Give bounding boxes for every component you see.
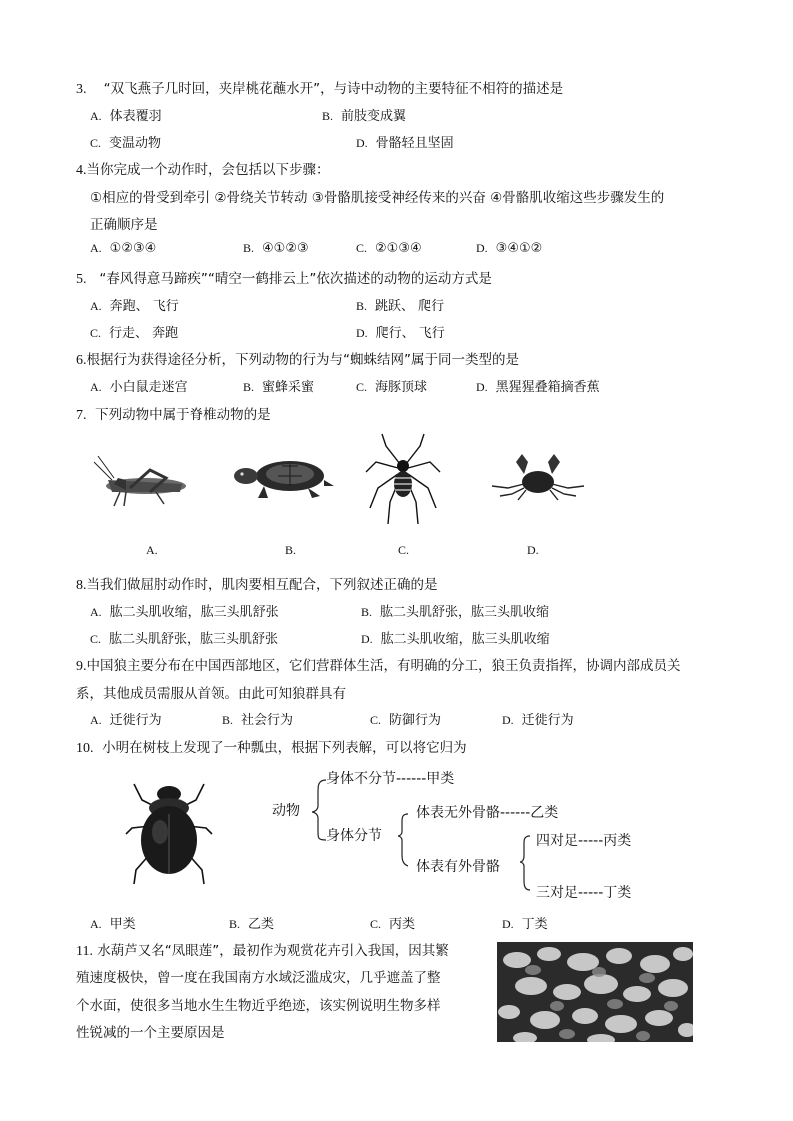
q3-option-a[interactable]: A. 体表覆羽 xyxy=(90,109,162,124)
tree-node-jia: 身体不分节------甲类 xyxy=(326,771,455,787)
grasshopper-icon[interactable] xyxy=(90,448,190,510)
q10-option-d[interactable]: D. 丁类 xyxy=(502,917,548,932)
q8-option-b[interactable]: B. 肱二头肌舒张，肱三头肌收缩 xyxy=(361,605,550,620)
q5-stem: 5. “春风得意马蹄疾”“晴空一鹤排云上”依次描述的动物的运动方式是 xyxy=(76,271,492,287)
q6-option-d[interactable]: D. 黑猩猩叠箱摘香蕉 xyxy=(476,380,600,395)
q7-label-a[interactable]: A. xyxy=(146,543,158,557)
q4-text: 当你完成一个动作时，会包括以下步骤： xyxy=(86,162,330,178)
q5-option-b[interactable]: B. 跳跃、 爬行 xyxy=(356,299,445,314)
q7-label-d[interactable]: D. xyxy=(527,543,539,557)
classification-brackets xyxy=(310,770,550,896)
q9-option-a[interactable]: A. 迁徙行为 xyxy=(90,713,162,728)
q4-stem-line3: 正确顺序是 xyxy=(90,217,158,233)
q9-option-c[interactable]: C. 防御行为 xyxy=(370,713,442,728)
q9-stem: 9.中国狼主要分布在中国西部地区，它们营群体生活，有明确的分工，狼王负责指挥，协调内部成员关 xyxy=(76,658,681,674)
q7-label-b[interactable]: B. xyxy=(285,543,297,557)
q11-stem-line1: 11. 水葫芦又名“凤眼莲”，最初作为观赏花卉引入我国，因其繁 xyxy=(76,943,449,959)
q3-stem xyxy=(76,77,563,98)
q3-option-d[interactable]: D. 骨骼轻且坚固 xyxy=(356,136,454,151)
crab-icon[interactable] xyxy=(488,452,588,504)
spider-icon[interactable] xyxy=(364,432,442,526)
water-hyacinth-photo[interactable] xyxy=(497,942,693,1042)
q6-stem: 6.根据行为获得途径分析，下列动物的行为与“蜘蛛结网”属于同一类型的是 xyxy=(76,352,519,368)
q5-option-a[interactable]: A. 奔跑、 飞行 xyxy=(90,299,179,314)
q9-stem-line2: 系，其他成员需服从首领。由此可知狼群具有 xyxy=(76,686,346,702)
q3-option-c[interactable]: C. 变温动物 xyxy=(90,136,162,151)
q9-option-d[interactable]: D. 迁徙行为 xyxy=(502,713,574,728)
q9-option-b[interactable]: B. 社会行为 xyxy=(222,713,294,728)
q3-number: 3. xyxy=(76,82,87,97)
q4-stem: 4.当你完成一个动作时，会包括以下步骤： xyxy=(76,162,330,178)
q4-option-d[interactable]: D. ③④①② xyxy=(476,241,543,256)
q11-stem-line2: 殖速度极快，曾一度在我国南方水域泛滥成灾，几乎遮盖了整 xyxy=(76,970,441,986)
q7-stem: 7. 下列动物中属于脊椎动物的是 xyxy=(76,407,271,423)
tree-node-exoskeleton: 体表有外骨骼 xyxy=(416,859,500,875)
q3-option-b[interactable]: B. 前肢变成翼 xyxy=(322,109,407,124)
tree-node-bing: 四对足-----丙类 xyxy=(536,833,632,849)
q7-label-c[interactable]: C. xyxy=(398,543,410,557)
ladybug-icon[interactable] xyxy=(124,776,214,888)
q4-stem-line2: ①相应的骨受到牵引 ②骨绕关节转动 ③骨骼肌接受神经传来的兴奋 ④骨骼肌收缩这些步骤发生的 xyxy=(90,190,665,206)
tree-node-segmented: 身体分节 xyxy=(326,828,382,844)
q10-option-c[interactable]: C. 丙类 xyxy=(370,917,416,932)
q5-option-d[interactable]: D. 爬行、 飞行 xyxy=(356,326,445,341)
q10-stem: 10. 小明在树枝上发现了一种瓢虫，根据下列表解，可以将它归为 xyxy=(76,740,467,756)
q8-option-c[interactable]: C. 肱二头肌舒张，肱三头肌舒张 xyxy=(90,632,279,647)
q8-option-a[interactable]: A. 肱二头肌收缩，肱三头肌舒张 xyxy=(90,605,279,620)
q10-option-b[interactable]: B. 乙类 xyxy=(229,917,275,932)
q4-option-c[interactable]: C. ②①③④ xyxy=(356,241,422,256)
q6-option-c[interactable]: C. 海豚顶球 xyxy=(356,380,428,395)
q10-option-a[interactable]: A. 甲类 xyxy=(90,917,136,932)
q5-option-c[interactable]: C. 行走、 奔跑 xyxy=(90,326,179,341)
q8-stem: 8.当我们做屈肘动作时，肌肉要相互配合，下列叙述正确的是 xyxy=(76,577,438,593)
q11-stem-line4: 性锐减的一个主要原因是 xyxy=(76,1025,225,1041)
q11-stem-line3: 个水面，使很多当地水生生物近乎绝迹，该实例说明生物多样 xyxy=(76,998,441,1014)
q4-option-b[interactable]: B. ④①②③ xyxy=(243,241,309,256)
q6-option-a[interactable]: A. 小白鼠走迷宫 xyxy=(90,380,188,395)
tree-node-yi: 体表无外骨骼------乙类 xyxy=(416,805,559,821)
q4-option-a[interactable]: A. ①②③④ xyxy=(90,241,157,256)
q3-text: “双飞燕子几时回，夹岸桃花蘸水开”，与诗中动物的主要特征不相符的描述是 xyxy=(103,81,564,97)
q8-option-d[interactable]: D. 肱二头肌收缩，肱三头肌收缩 xyxy=(361,632,550,647)
turtle-icon[interactable] xyxy=(232,456,336,502)
tree-node-ding: 三对足-----丁类 xyxy=(536,885,632,901)
tree-root-animal: 动物 xyxy=(272,803,300,819)
q6-option-b[interactable]: B. 蜜蜂采蜜 xyxy=(243,380,315,395)
